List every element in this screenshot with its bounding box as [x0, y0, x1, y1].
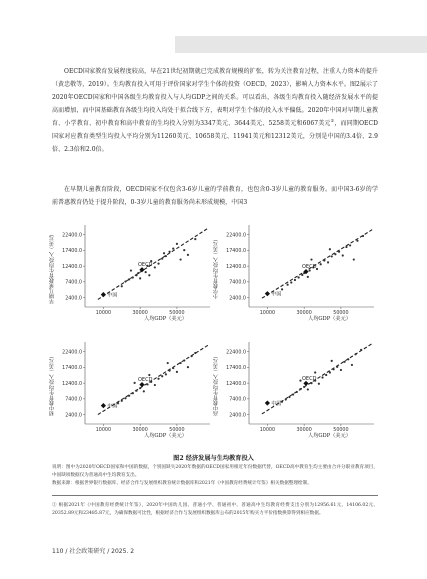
y-tick-label: 2400.0 [229, 296, 246, 302]
data-point [146, 383, 148, 385]
data-point [121, 285, 123, 287]
data-point [145, 271, 147, 273]
data-point [148, 374, 150, 376]
data-point [340, 369, 342, 371]
x-tick-label: 30000 [296, 311, 312, 316]
data-point [329, 371, 331, 373]
data-point [176, 371, 178, 373]
data-point [163, 252, 165, 254]
oecd-label: OECD [301, 375, 317, 382]
footnote-divider [52, 495, 378, 496]
data-point [148, 274, 150, 276]
x-tick-label: 50000 [169, 428, 185, 433]
data-point [323, 259, 325, 261]
data-point [135, 390, 137, 392]
china-label: 中国 [107, 292, 118, 299]
data-point [187, 366, 189, 368]
data-point [342, 254, 344, 256]
data-point [355, 353, 357, 355]
data-point [325, 374, 327, 376]
data-point [183, 249, 185, 251]
data-point [307, 388, 309, 390]
scatter-panel-senior-secondary [213, 336, 376, 439]
y-axis-label: 早期儿童教育生均投入（美元） [49, 231, 55, 305]
x-axis-label: 人均GDP（美元） [144, 316, 187, 322]
data-point [362, 235, 364, 237]
x-tick-label: 30000 [132, 428, 148, 433]
x-tick-label: 30000 [296, 428, 312, 433]
data-point [154, 266, 156, 268]
y-tick-label: 12400.0 [226, 381, 246, 387]
data-point [301, 274, 303, 276]
body-paragraph-2: 在早期儿童教育阶段，OECD国家不仅包含3-6岁儿童的学前教育，也包含0-3岁儿童的教育服务。而中国3-6岁的学前普惠教育仍处于提升阶段，0-3岁儿童的教育服务尚未形成规模，中国3 [52, 186, 378, 206]
trend-line [262, 230, 372, 298]
data-point [345, 246, 347, 248]
data-point [294, 279, 296, 281]
data-point [310, 258, 312, 260]
china-label: 中国 [107, 403, 118, 410]
paragraph-text: ，而同期OECD国家对应教育类型生均投入平均分别为11260美元、10658美元、11941美元和12312美元，分别是中国的3.4倍、2.9倍、2.3倍和2.0倍。 [52, 120, 378, 153]
data-point [281, 288, 283, 290]
data-point [137, 272, 139, 274]
body-paragraph-1 [52, 65, 378, 156]
data-point [172, 367, 174, 369]
data-point [347, 358, 349, 360]
data-point [128, 395, 130, 397]
scatter-plot [216, 219, 376, 321]
scatter-plot [52, 219, 212, 321]
oecd-label: OECD [137, 377, 153, 384]
data-point [176, 243, 178, 245]
data-point [331, 360, 333, 362]
data-point [318, 383, 320, 385]
scatter-plot [52, 336, 212, 438]
data-point [332, 368, 334, 370]
data-point [327, 261, 329, 263]
y-tick-label: 22400.0 [62, 350, 82, 356]
scatter-panel-early-childhood [49, 219, 212, 322]
x-tick-label: 50000 [333, 428, 349, 433]
x-tick-label: 30000 [132, 311, 148, 316]
data-point [191, 355, 193, 357]
data-point [132, 276, 134, 278]
data-point [314, 371, 316, 373]
data-point [356, 240, 358, 242]
data-point [161, 258, 163, 260]
oecd-label: OECD [137, 262, 153, 269]
trend-line [98, 228, 208, 299]
data-point [285, 398, 287, 400]
data-point [287, 284, 289, 286]
y-tick-label: 17400.0 [226, 249, 246, 255]
data-point [194, 352, 196, 354]
y-tick-label: 22400.0 [226, 233, 246, 239]
footnote-marker: ① [330, 118, 335, 123]
figure-source: 数据来源：根据世界银行数据库、经济合作与发展组织教育统计数据库和2021年《中国教育经费统计年鉴》相关数据整理绘制。 [52, 481, 312, 486]
scatter-panel-primary [213, 219, 376, 322]
page-footer: 110 / 社会政策研究 / 2025. 2 [52, 548, 135, 555]
x-tick-label: 10000 [259, 311, 276, 316]
data-point [168, 369, 170, 371]
data-point [360, 349, 362, 351]
data-point [288, 396, 290, 398]
y-tick-label: 7400.0 [229, 397, 246, 403]
china-marker [265, 291, 270, 296]
y-tick-label: 22400.0 [62, 233, 82, 239]
data-point [351, 364, 353, 366]
data-point [121, 400, 123, 402]
figure-note: 说明：图中为2020年OECD国家和中国的数据，个别国缺失2020年数据的OECD国家用相近年份数据代替，OECD高中教育生均主要由合并分职业教育项目，中国缺项数据仅为普通高中生均教育支出。 [52, 465, 378, 478]
data-point [290, 281, 292, 283]
data-point [331, 255, 333, 257]
data-point [349, 244, 351, 246]
data-point [307, 276, 309, 278]
china-label: 中国 [271, 400, 282, 407]
scatter-panel-junior-secondary [49, 336, 212, 439]
data-point [329, 248, 331, 250]
data-point [299, 388, 301, 390]
y-tick-label: 7400.0 [229, 280, 246, 286]
data-point [336, 366, 338, 368]
china-marker [265, 400, 270, 405]
data-point [134, 382, 136, 384]
x-axis-label: 人均GDP（美元） [308, 316, 351, 322]
y-tick-label: 2400.0 [65, 413, 82, 419]
x-axis-label: 人均GDP（美元） [144, 433, 187, 439]
scatter-plot [216, 336, 376, 438]
data-point [179, 362, 181, 364]
x-tick-label: 50000 [169, 311, 185, 316]
y-axis-label: 初中教育生均投入（美元） [49, 353, 55, 417]
y-tick-label: 7400.0 [65, 280, 82, 286]
data-point [338, 251, 340, 253]
data-point [303, 386, 305, 388]
header-band [175, 36, 427, 53]
china-marker [101, 403, 106, 408]
figure-caption: 图2 经济发展与生均教育投入 [173, 455, 254, 462]
y-axis-label: 小学教育生均投入（美元） [213, 236, 219, 300]
y-axis-label: 高中教育生均投入（美元） [213, 353, 219, 417]
data-point [167, 362, 169, 364]
y-tick-label: 22400.0 [226, 350, 246, 356]
data-point [135, 274, 137, 276]
data-point [194, 238, 196, 240]
data-point [296, 391, 298, 393]
data-point [139, 387, 141, 389]
data-point [139, 277, 141, 279]
y-tick-label: 12400.0 [62, 264, 82, 270]
data-point [187, 254, 189, 256]
oecd-label: OECD [301, 264, 317, 271]
data-point [353, 258, 355, 260]
data-point [183, 359, 185, 361]
data-point [143, 390, 145, 392]
x-tick-label: 10000 [95, 311, 112, 316]
data-point [292, 393, 294, 395]
data-point [298, 276, 300, 278]
china-label: 中国 [271, 291, 282, 298]
data-point [157, 263, 159, 265]
data-point [124, 280, 126, 282]
y-tick-label: 2400.0 [229, 413, 246, 419]
footnote: ① 根据2021年《中国教育经费统计年鉴》，2020年中国幼儿园、普通小学、普通初中、普通高中生均教育经费支出分别为12956.61元、14106.02元、20352.89元和23485.87元，为确保数据可比性，根据经济合作与发展组织数据库公布的2015年购买力平价指数换算得到相应数据。 [52, 503, 378, 516]
data-point [310, 382, 312, 384]
data-point [165, 373, 167, 375]
x-tick-label: 10000 [95, 428, 112, 433]
data-point [124, 397, 126, 399]
y-tick-label: 7400.0 [65, 397, 82, 403]
data-point [321, 376, 323, 378]
x-tick-label: 10000 [259, 428, 276, 433]
data-point [172, 247, 174, 249]
y-tick-label: 17400.0 [226, 366, 246, 372]
data-point [179, 258, 181, 260]
y-tick-label: 17400.0 [62, 366, 82, 372]
data-point [130, 269, 132, 271]
data-point [320, 263, 322, 265]
data-point [168, 251, 170, 253]
y-tick-label: 2400.0 [65, 296, 82, 302]
paragraph-text: OECD国家教育发展程度较高，早在21世纪初期就已完成教育规模的扩张，转为关注教育过程，注重人力资本的提升（黄忠敬等，2019）。生均教育投入可用于评价国家对学生个体的投资（OECD，2023），影响人力资本水平。图2展示了2020年OECD国家和中国各级生均教育投入与人均GDP之间的关系。可以看出，各级生均教育投入随经济发展水平的提高而增加，而中国基础教育各级生均投入均处于拟合线下方，表明对学生个体的投入水平偏低。2020年中国对早期儿童教育、小学教育、初中教育和高中教育的生均投入分别为3347美元、3644美元、5258美元和6067美元 [52, 68, 379, 127]
data-point [343, 361, 345, 363]
x-tick-label: 50000 [333, 311, 349, 316]
data-point [161, 375, 163, 377]
y-tick-label: 17400.0 [62, 249, 82, 255]
data-point [334, 253, 336, 255]
y-tick-label: 12400.0 [226, 264, 246, 270]
data-point [128, 278, 130, 280]
data-point [154, 384, 156, 386]
china-marker [101, 292, 106, 297]
data-point [132, 392, 134, 394]
y-tick-label: 12400.0 [62, 381, 82, 387]
data-point [165, 255, 167, 257]
data-point [157, 378, 159, 380]
x-axis-label: 人均GDP（美元） [308, 433, 351, 439]
